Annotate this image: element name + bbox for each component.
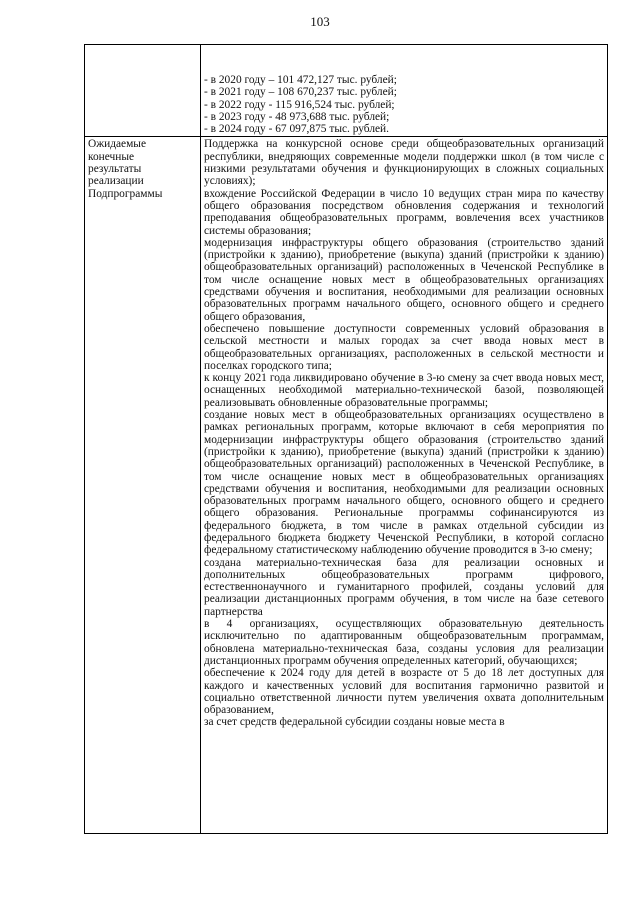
- finance-label-cell: [85, 45, 201, 137]
- result-paragraph: в 4 организациях, осуществляющих образовательную деятельность исключительно по адаптированным общеобразовательным программам, обновлена материально-техническая база, созданы условия для реализации дистанционных программ обучения определенных категорий, обучающихся;: [204, 618, 604, 667]
- finance-line-2021: - в 2021 году – 108 670,237 тыс. рублей;: [204, 86, 397, 99]
- finance-line-2024: - в 2024 году - 67 097,875 тыс. рублей.: [204, 123, 390, 136]
- result-paragraph: создание новых мест в общеобразовательных организациях осуществлено в рамках региональных программ, которые включают в себя мероприятия по модернизации инфраструктуры общего образования (строительство зданий (пристройки к зданию), приобретение (выкупа) зданий (пристройки к зданию) общеобразовательных организаций) расположенных в Чеченской Республике, в том числе оснащение новых мест в общеобразовательных организациях средствами обучения и воспитания, необходимыми для реализации основных образовательных программ начального общего, основного общего и среднего общего образования. Региональные программы софинансируются из федерального бюджета, в том числе в рамках отдельной субсидии из федерального бюджета бюджету Чеченской Республики, в которой согласно федеральному статистическому наблюдению обучение проводится в 3-ю смену;: [204, 409, 604, 557]
- results-row: [85, 137, 608, 834]
- finance-line-2023: - в 2023 году - 48 973,688 тыс. рублей;: [204, 110, 390, 123]
- results-text-cell: [201, 137, 608, 834]
- results-label-line: Подпрограммы: [88, 187, 163, 200]
- result-paragraph: создана материально-техническая база для реализации основных и дополнительных общеобразовательных программ цифрового, естественнонаучного и гуманитарного профилей, созданы условий для реализации дистанционных программ обучения, в том числе на базе сетевого партнерства: [204, 556, 604, 618]
- results-label-line: реализации: [88, 175, 144, 188]
- result-paragraph: Поддержка на конкурсной основе среди общеобразовательных организаций республики, внедряющих современные модели поддержки школ (в том числе с низкими результатами обучения и функционирующих в сложных социальных условиях);: [204, 138, 604, 188]
- results-label-line: Ожидаемые: [88, 138, 147, 151]
- finance-line-2022: - в 2022 году - 115 916,524 тыс. рублей;: [204, 98, 395, 111]
- finance-row: [85, 45, 608, 137]
- result-paragraph: вхождение Российской Федерации в число 10 ведущих стран мира по качеству общего образования посредством обновления содержания и технологий преподавания общеобразовательных программ, вовлечения всех участников системы образования;: [204, 187, 604, 237]
- result-paragraph: за счет средств федеральной субсидии созданы новые места в: [204, 716, 505, 729]
- results-label-cell: [85, 137, 201, 834]
- finance-line-2020: - в 2020 году – 101 472,127 тыс. рублей;: [204, 74, 397, 86]
- result-paragraph: обеспечено повышение доступности современных условий образования в сельской местности и малых городах за счет ввода новых мест в общеобразовательных организациях, расположенных в сельской местности и поселках городского типа;: [204, 322, 604, 372]
- finance-cell: [201, 45, 608, 137]
- results-label-line: результаты: [88, 163, 142, 176]
- result-paragraph: к концу 2021 года ликвидировано обучение в 3-ю смену за счет ввода новых мест, оснащенных необходимой материально-технической базой, позволяющей реализовывать обновленные образовательные программы;: [204, 372, 604, 409]
- results-label-line: конечные: [88, 150, 135, 163]
- result-paragraph: обеспечение к 2024 году для детей в возрасте от 5 до 18 лет доступных для каждого и качественных условий для воспитания гармонично развитой и социально ответственной личности путем увеличения охвата дополнительным образованием,: [204, 667, 604, 717]
- page-number: 103: [310, 14, 330, 29]
- subprogram-passport-table: [84, 44, 608, 834]
- result-paragraph: модернизация инфраструктуры общего образования (строительство зданий (пристройки к зданию), приобретение (выкупа) зданий (пристройки к зданию) общеобразовательных организаций) расположенных в Чеченской Республике в том числе оснащение новых мест в общеобразовательных организациях средствами обучения и воспитания, необходимыми для реализации основных образовательных программ начального общего, основного общего и среднего общего образования,: [204, 236, 604, 323]
- finance-spacer: [204, 46, 604, 74]
